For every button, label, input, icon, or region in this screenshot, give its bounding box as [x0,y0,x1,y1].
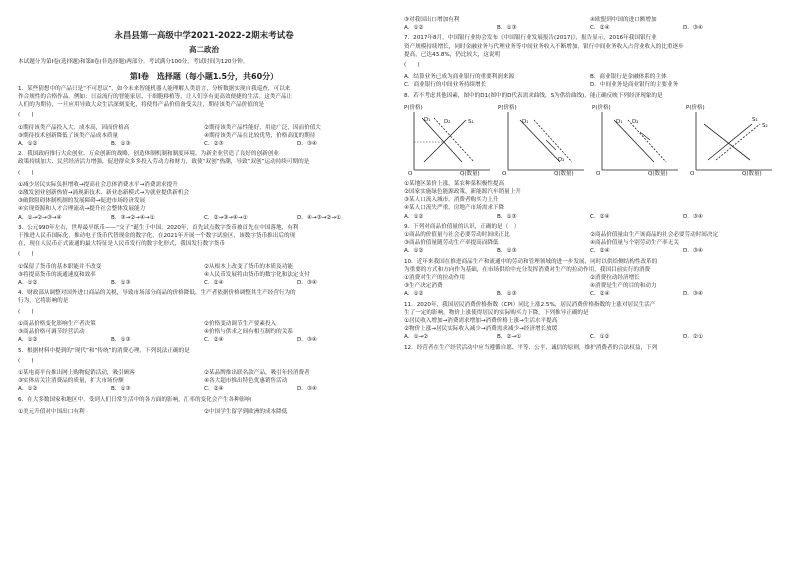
q2-item: ②激发创业创新热情→涌现新技术、新业态新模式→为就业提供新机会 [18,190,190,197]
graph-3-svg [592,104,682,178]
q6-option: ④欧盟到中国的进口额增加 [590,17,657,23]
q8-choice: C．②④ [590,213,610,220]
q2-choice: D．④→③→②→① [297,214,342,221]
q4-line: 4．财政部从调整对国外进口商品的关税，导致市场部分商品的价格降低，生产者依据价格调整其生产经营行为的 [18,290,296,297]
q7-option: B．商业银行是金融体系的主体 [590,74,667,81]
q5-choice: A．①② [18,386,38,393]
q1-choice: D．③④ [297,141,317,148]
q5-choice: B．①③ [111,386,131,393]
q8-choice: A．①② [404,213,424,220]
d1-label: D₁ [424,116,431,123]
q1-choice: B．①③ [111,141,131,148]
q7-option: C．商业银行的中间业务持续增长 [404,82,487,89]
q1-option: ④期待该类产品在比较优势，价格高度的期待 [204,132,316,139]
graph-1-svg [404,104,494,178]
q10-choice: C．②④ [590,291,610,298]
q2-item: ①减少居民实际负担增收→提高社会总体消费水平→消费需求提升 [18,181,178,188]
p-axis-label: P(价格) [686,104,705,111]
graph-2 [498,104,588,178]
question-10 [404,258,776,299]
graph-4 [686,104,776,178]
left-column [18,14,390,416]
graph-3 [592,104,682,178]
question-8 [404,92,776,221]
demand-curve [422,118,462,162]
q5-option: ③实体店关注消费品的质量，扩大市场份额 [18,378,124,385]
q2-answer-paren: ( ) [18,169,34,176]
q10-option: ①消费对生产的拉动作用 [404,275,465,282]
question-1 [18,85,390,148]
q6-choice: D．③④ [683,25,703,32]
question-9 [404,223,776,256]
q6-option: ③对我国出口增加有利 [404,17,460,23]
q2-choice: C．②→③→④→① [204,214,248,221]
q1-option: ①期待该类产品投入大，成本高，因而价格高 [18,124,130,131]
q10-line: 10．近年来我国在推进商品生产和流通中的劳动和管理领域的进一步发展，同时以供给侧结构性改革的 [404,258,658,265]
q4-choice: C．②④ [204,337,224,344]
q5-option: ④各大超市推出特色优惠销售活动 [204,378,288,385]
q8-choice: B．①③ [497,213,517,220]
q11-choice: C．①② [590,334,610,341]
demand-curve [704,124,750,160]
s2-label: S₂ [762,122,768,129]
q12-line: 12．经营者在生产经营活动中应当遵循自愿、平等、公平、诚信的原则，维护消费者的合法权益，下列 [404,344,658,351]
q4-choice: B．①③ [111,337,131,344]
q7-option: A．结算业务已成为商业银行的重要利润来源 [404,74,515,81]
q10-choice: B．①③ [497,291,517,298]
q2-item: ④实现资源和人才合理流动→提升社会整体发展能力 [18,206,146,213]
p-axis-label: P(价格) [404,104,423,111]
q1-line: 人们的为期待，一旦应用导致大众生活深刻变化，将使得产品价值备受关注，期待该类产品价值的是 [18,102,265,109]
origin-label: O [502,170,507,177]
q1-line: 作合规性的合格作品。例如：日益流行的智能家居、干细胞移植等，让人们享有更高效便捷的生活。这类产品让 [18,94,293,101]
q9-choice: B．①③ [497,248,517,255]
q11-line: 11．2020年，我国居民消费价格指数（CPI）同比上涨2.5%，居民消费价格指数的上涨对居民生活产 [404,301,656,308]
right-column [404,14,776,352]
q4-option: ④价格与供求之间有相互制约的关系 [204,329,293,336]
q9-option: ③商品价值量随劳动生产率提高而降低 [404,240,499,247]
q1-choice: C．②③ [204,141,224,148]
d2-label: D₂ [558,156,565,163]
q3-line: 于推进人民币国际化，推动电子货币代替现金的数字化，在2021年开展一个数字试验区，该数字货币推出后的现 [18,233,296,240]
s1-label: S₁ [468,118,474,125]
q1-option: ③期待技术创新降低了该类产品成本质量 [18,132,119,139]
graph-4-svg [686,104,776,178]
d1-label: D₁ [616,118,623,125]
d1-label: D₁ [522,118,529,125]
q3-answer-paren: ( ) [18,251,34,258]
q6-choice: A．①② [404,25,424,32]
q3-option: ③将提高货币的流通速度和效率 [18,271,96,278]
q5-choice: D．③④ [297,386,317,393]
q10-choice: A．①② [404,291,424,298]
question-7 [404,34,776,89]
q7-answer-paren: ( ) [404,62,420,69]
q2-line: 政策持续加大、民营经济活力增强，促进群众多多投入劳动力和财力，致使“双创”热潮，导致“双创”运动持续可期的是 [18,159,310,166]
q3-choice: C．②④ [204,280,224,287]
origin-label: O [408,170,413,177]
graph-1 [404,104,494,178]
q9-choice: D．③④ [683,248,703,255]
q5-option: ①某电商平台推出网上购物促销活动，吸引顾客 [18,369,135,376]
q8-item: ②国家实施绿色能源政策，新能源汽车销量上升 [404,189,521,196]
q4-choice: D．③④ [297,337,317,344]
q8-item: ④某人口流失严重，房地产市场需求下降 [404,205,505,212]
exam-intro: 本试题分为第Ⅰ卷(选择题)和第Ⅱ卷(非选择题)两部分。考试满分100分，考试时间为120分钟。 [18,59,249,66]
section-heading: 第Ⅰ卷 选择题（每小题1.5分，共60分） [129,71,279,81]
q7-line: 提高，已达43.8%，仍比较大，这说明 [404,51,501,58]
q8-line: 8．若不考虑其他因素，图中的D1(图中的D代表需求曲线，S为供给曲线)，能正确反映下列经济现象的是 [404,92,663,99]
q1-option: ②期待该类产品性能好，用途广泛，因而价值大 [204,124,321,131]
q3-option: ②从根本上改变了货币的本质及功能 [204,263,293,270]
d2-label: D₂ [632,118,639,125]
q6-choice: C．②④ [590,25,610,32]
q7-line: 7．2017年8月，中国银行业协会发布《中国银行业发展报告(2017)》，报告显示，2016年我国银行业 [404,35,657,42]
q9-option: ①商品的价值量与社会必要劳动时间成正比 [404,232,510,239]
question-4 [18,289,390,344]
s1-label: S₁ [752,116,758,123]
origin-label: O [690,170,695,177]
q3-choice: D．③④ [297,280,317,287]
q9-option: ④商品价值量与个别劳动生产率无关 [590,240,679,247]
q11-choice: B．②→① [497,334,522,341]
supply-curve-shifted [716,124,760,160]
q9-option: ②商品价值量由生产该商品的社会必要劳动时间决定 [590,232,719,239]
q8-item: ③某人口流入城市，消费者购买力上升 [404,197,499,204]
q3-choice: A．①② [18,280,38,287]
q11-choice: D．②① [683,334,703,341]
q10-line: 为重要的方式和方向作为基础，在市场供给中充分发挥消费对生产的拉动作用，我国目前实行的消费 [404,266,651,273]
q2-item: ③破除阻碍体制机制的发展障碍→促进市场经济发展 [18,198,146,205]
question-12 [404,344,776,352]
q4-choice: A．①② [18,337,38,344]
question-11 [404,301,776,342]
q4-option: ①商品价格变化影响生产者决策 [18,320,96,327]
question-3 [18,224,390,287]
q8-choice: D．③④ [683,213,703,220]
d2-label: D₂ [444,118,451,125]
q-axis-label: Q(数量) [742,170,762,177]
q8-item: ①某地区菜价上涨，菜农种菜积极性提高 [404,180,505,187]
q1-answer-paren: ( ) [18,112,34,119]
q3-option: ④人民币发展将由货币的数字化和法定支付 [204,271,310,278]
q4-option: ②价格变动调节生产要素投入 [204,320,277,327]
q11-choice: A．①→② [404,334,429,341]
supply-demand-graphs [404,104,776,178]
q2-choice: A．①→②→③→④ [18,214,62,221]
q6-line: 6．在大多数国家和地区中，受到人们日常生活中的各方面的影响，汇率的变化会产生各种影响 [18,396,251,403]
q11-item: ②物价上涨→居民实际收入减少→消费需求减少→经济增长放缓 [404,326,558,333]
q7-line: 资产规模持续增长，同时金融业务与代理业务等中间业务收入不断增加，银行中间业务收入占营业收入的比重逐步 [404,43,684,50]
q10-option: ④消费是生产的目的和动力 [590,283,657,290]
q10-option: ③生产决定消费 [404,283,443,290]
q4-line: 行为，它将影响的是 [18,298,69,305]
q11-item: ①居民收入增加→消费需求增加→消费价格上涨→生活水平提高 [404,318,558,325]
q5-option: ②某品牌推出联名款产品，吸引年轻消费者 [204,369,310,376]
q-axis-label: Q(数量) [648,170,668,177]
exam-title: 永昌县第一高级中学2021-2022-2期末考试卷 [114,31,294,41]
q10-option: ②消费拉动经济增长 [590,275,640,282]
origin-label: O [596,170,601,177]
question-6 [18,396,390,416]
q1-choice: A．①② [18,141,38,148]
q2-choice: B．③→②→④→① [111,214,155,221]
q4-option: ③商品价格可调节经营活动 [18,329,85,336]
supply-curve [708,124,752,160]
question-6-continued [404,16,776,32]
q5-line: 5．根据材料中提到的“现代”和“传统”的消费心理，下列说法正确的是 [18,347,190,354]
supply-curve [424,120,466,162]
q3-option: ①保留了货币的基本职能并不改变 [18,263,102,270]
question-2 [18,150,390,222]
q9-choice: A．①② [404,248,424,255]
question-5 [18,347,390,394]
q5-answer-paren: ( ) [18,357,34,364]
q4-answer-paren: ( ) [18,308,34,315]
q-axis-label: Q(数量) [460,170,480,177]
q2-line: 2．我国政府推行大众创业、万众创新的战略，创造体制机制和制度环境，为新企业营造了良好的创新创业 [18,151,279,158]
q9-choice: C．②④ [590,248,610,255]
q11-line: 生了一定的影响，物价上涨使得居民的实际购买力下降。下列推导正确的是 [404,309,589,316]
q7-option: D．中间业务是商业银行的主要业务 [590,82,679,89]
q6-option: ②中国学生留学到欧洲的成本降低 [204,408,288,415]
q3-choice: B．①③ [111,280,131,287]
graph-2-svg [498,104,588,178]
p-axis-label: P(价格) [592,104,611,111]
q1-line: 1．某些猜想中的产品只是“不可思议”，如今未来智能机器人能理解人类语言，分析数据实现自我巡查，可以来 [18,85,291,92]
q6-choice: B．①③ [497,25,517,32]
q10-choice: D．③④ [683,291,703,298]
q3-line: 在，现在人民币正式流通的最大特征是人民币发行的数字化形式，我国发行数字货币 [18,241,225,248]
q6-option: ①美元升值对中国出口有利 [18,408,85,415]
exam-subtitle: 高二政治 [189,45,219,55]
q9-line: 9．下列对商品价值量的认识，正确的是（ ） [404,223,520,230]
q3-line: 3．公元990年左右，世界最早纸币——“交子”诞生于中国，2020年，首先试点数字货币被首先在中国落地，有利 [18,224,299,231]
q5-choice: C．②④ [204,386,224,393]
q-axis-label: Q(数量) [554,170,574,177]
p-axis-label: P(价格) [498,104,517,111]
